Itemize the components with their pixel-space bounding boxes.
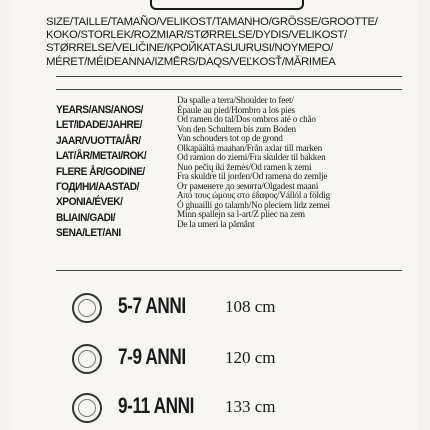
size-height: 108 cm <box>225 297 276 316</box>
size-label-card <box>12 0 418 430</box>
size-header-line: KOKO/STORLEK/ROZMIAR/STØRRELSE/DYDIS/VELIKOST/ <box>46 29 347 42</box>
size-age: 7-9 ANNI <box>118 344 186 369</box>
size-height: 120 cm <box>225 348 276 367</box>
checkbox-circle-icon[interactable] <box>72 344 102 374</box>
measure-label-line: De la umeri la pământ <box>177 218 255 229</box>
years-label-line: XPONIA/ÉVEK/ <box>56 196 123 209</box>
measure-label-line: Von den Schultern bis zum Boden <box>177 123 296 134</box>
years-label-line: LAT/ÅR/METAI/ROK/ <box>56 150 147 163</box>
years-label-line: ГОДИНИ/AASTAD/ <box>56 181 140 194</box>
measure-label-line: Από τους ώμους στο έδαφος/Vállól a földig <box>177 190 330 200</box>
size-header-line: SIZE/TAILLE/TAMAÑO/VELIKOST/TAMANHO/GRÖSSE/GROOTTE/ <box>46 16 378 28</box>
years-label-line: JAAR/VUOTTA/ÅR/ <box>56 134 141 147</box>
years-label <box>56 103 159 242</box>
size-age: 5-7 ANNI <box>118 293 186 318</box>
size-option-row[interactable] <box>72 344 392 380</box>
size-height: 133 cm <box>225 397 276 416</box>
measure-label <box>177 96 405 229</box>
measure-label-line: Fra skuldre til jorden/Od ramena do zemlje <box>177 171 328 181</box>
checkbox-circle-icon[interactable] <box>72 293 102 323</box>
divider <box>56 89 402 90</box>
size-age: 9-11 ANNI <box>118 393 194 418</box>
years-label-line: SENA/LET/ANI <box>56 227 121 240</box>
size-header <box>46 16 408 69</box>
measure-label-line: Épaule au pied/Hombro a los pies <box>177 104 295 115</box>
checkbox-circle-icon[interactable] <box>72 393 102 423</box>
label-tab <box>150 0 304 10</box>
years-label-line: LET/IDADE/JAHRE/ <box>56 119 142 132</box>
size-option-row[interactable] <box>72 293 392 329</box>
measure-label-line: Od ramen do tal/Dos ombros até o chão <box>177 114 316 124</box>
measure-label-line: Nuo pečių iki žemės/Od ramen k zemi <box>177 161 312 172</box>
measure-label-line: Da spalle a terra/Shoulder to feet/ <box>177 95 294 105</box>
size-option-row[interactable] <box>72 393 392 429</box>
measure-label-line: Van schouders tot op de grond <box>177 133 283 143</box>
years-label-line: BLIAIN/GADI/ <box>56 211 116 224</box>
size-header-line: MÉRET/MÉIDEANNA/IZMĒRS/DAQS/VEĽKOSŤ/MĂRIMEA <box>46 55 336 68</box>
measure-label-line: Od ramion do ziemi/Fra skulder til bakken <box>177 152 326 162</box>
measure-label-line: Olkapäältä maahan/Från axlar till marken <box>177 142 323 153</box>
size-header-line: STØRRELSE/VELIČINE/КРОЙКАТASUURUSI/NOYMEPO/ <box>46 42 333 55</box>
measure-label-line: От раменете до земята/Olgadest maani <box>177 180 319 191</box>
years-label-line: FLERE ÅR/GODINE/ <box>56 165 145 178</box>
years-label-line: YEARS/ANS/ANOS/ <box>56 104 144 116</box>
divider <box>56 270 402 271</box>
divider <box>56 76 402 77</box>
measure-label-line: Ó ghuaillí go talamh/No pleciem lidz zemei <box>177 199 330 210</box>
measure-label-line: Minn spallejn sa l-art/Z pliec na zem <box>177 209 305 219</box>
